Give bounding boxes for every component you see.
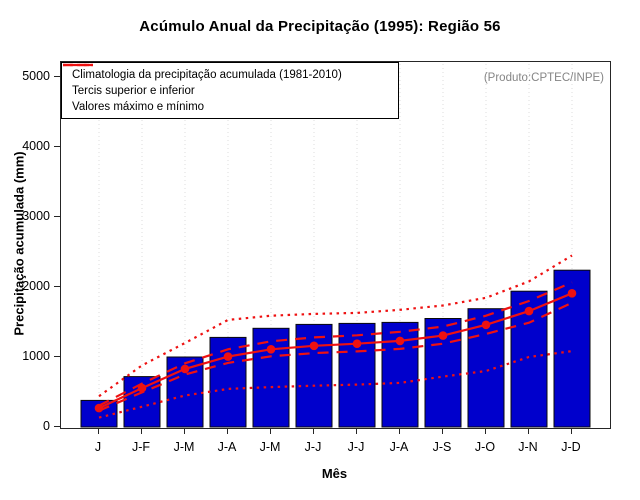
y-tick-mark <box>54 216 60 218</box>
x-tick-mark <box>98 428 100 434</box>
producer-watermark: (Produto:CPTEC/INPE) <box>483 72 604 84</box>
climatology-point <box>396 337 405 346</box>
y-axis-title: Precipitação acumulada (mm) <box>11 151 27 336</box>
y-tick-mark <box>54 286 60 288</box>
x-tick-mark <box>442 428 444 434</box>
climatology-point <box>310 342 319 351</box>
bar <box>339 323 375 427</box>
chart-title: Acúmulo Anual da Precipitação (1995): Região 56 <box>139 18 501 35</box>
legend-label: Climatologia da precipitação acumulada (1981-2010) <box>72 68 342 81</box>
y-tick-mark <box>54 426 60 428</box>
climatology-point <box>482 321 491 330</box>
x-tick-label: J-S <box>432 440 452 454</box>
x-tick-label: J-F <box>131 440 151 454</box>
x-tick-mark <box>399 428 401 434</box>
bar <box>296 324 332 427</box>
x-tick-label: J-J <box>347 440 365 454</box>
dotted-line-icon <box>62 63 94 67</box>
x-tick-label: J-A <box>217 440 237 454</box>
climatology-point <box>224 352 233 361</box>
y-tick-mark <box>54 146 60 148</box>
climatology-point <box>95 404 104 413</box>
x-tick-label: J <box>94 440 102 454</box>
legend <box>61 62 399 119</box>
x-tick-label: J-J <box>304 440 322 454</box>
x-tick-mark <box>356 428 358 434</box>
x-tick-mark <box>184 428 186 434</box>
y-tick-label: 1000 <box>22 349 50 363</box>
x-tick-label: J-D <box>561 440 581 454</box>
legend-label: Valores máximo e mínimo <box>72 100 205 113</box>
plot-area <box>60 61 611 429</box>
legend-item-maxmin <box>72 99 398 114</box>
legend-item-terciles <box>72 83 398 98</box>
x-axis-title: Mês <box>321 466 348 481</box>
y-tick-mark <box>54 356 60 358</box>
climatology-point <box>267 345 276 354</box>
x-tick-label: J-M <box>259 440 281 454</box>
x-tick-mark <box>571 428 573 434</box>
y-tick-label: 4000 <box>22 139 50 153</box>
climatology-point <box>568 289 577 298</box>
bar <box>210 337 246 427</box>
y-tick-label: 3000 <box>22 209 50 223</box>
x-tick-label: J-M <box>173 440 195 454</box>
x-tick-label: J-N <box>518 440 538 454</box>
x-tick-label: J-O <box>474 440 496 454</box>
legend-label: Tercis superior e inferior <box>72 84 195 97</box>
x-tick-mark <box>141 428 143 434</box>
climatology-point <box>439 331 448 340</box>
y-tick-label: 0 <box>43 419 50 433</box>
climatology-point <box>525 307 534 316</box>
climatology-point <box>353 339 362 348</box>
x-tick-mark <box>528 428 530 434</box>
y-tick-label: 2000 <box>22 279 50 293</box>
x-tick-mark <box>270 428 272 434</box>
x-tick-mark <box>485 428 487 434</box>
x-tick-mark <box>227 428 229 434</box>
x-tick-mark <box>313 428 315 434</box>
y-tick-label: 5000 <box>22 69 50 83</box>
climatology-point <box>181 365 190 374</box>
legend-item-climatology <box>72 67 398 82</box>
climatology-point <box>138 384 147 393</box>
x-tick-label: J-A <box>389 440 409 454</box>
y-tick-mark <box>54 76 60 78</box>
